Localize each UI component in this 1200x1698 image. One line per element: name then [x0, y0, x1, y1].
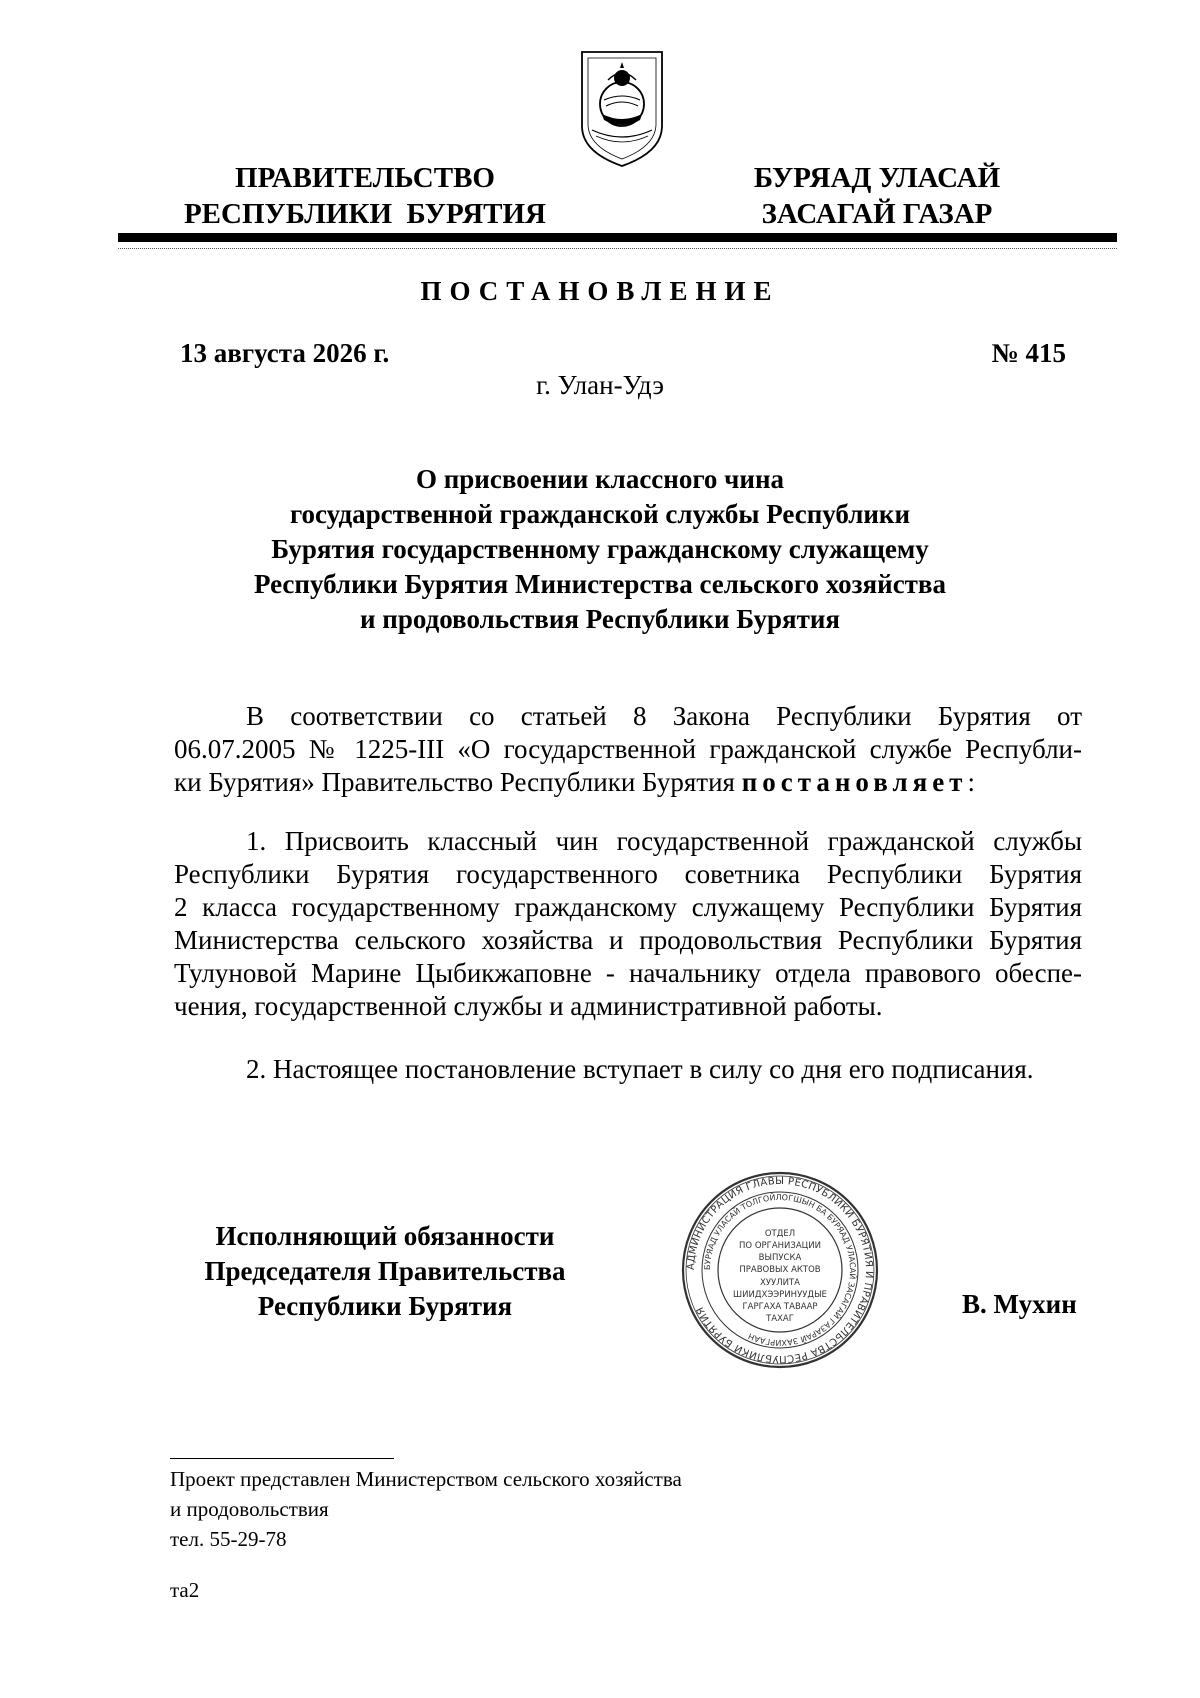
document-number: № 415 [991, 338, 1066, 368]
position-line: Исполняющий обязанности [215, 1221, 555, 1251]
title-line: Бурятия государственному гражданскому служащему [271, 534, 929, 564]
stamp-center-line: ПРАВОВЫХ АКТОВ [739, 1265, 821, 1275]
footer-line: Проект представлен Министерством сельского хозяйства [170, 1467, 682, 1491]
item-1-line: Министерства сельского хозяйства и продовольствия Республики Бурятия [174, 925, 1082, 955]
stamp-center-line: ПО ОРГАНИЗАЦИИ [739, 1241, 821, 1251]
title-line: Республики Бурятия Министерства сельского хозяйства [253, 569, 947, 599]
signatory-position [170, 1219, 600, 1324]
stamp-inner-text: БУРЯАД УЛАСАЙ ТОЛГОЙЛОГШЫН БА БУРЯАД УЛАСАЙ ЗАСАГАЙ ГАЗАРАЙ ЗАХИРГААН [702, 1192, 858, 1348]
stamp-outer-text: АДМИНИСТРАЦИЯ ГЛАВЫ РЕСПУБЛИКИ БУРЯТИЯ И ПРАВИТЕЛЬСТВА РЕСПУБЛИКИ БУРЯТИЯ [685, 1175, 875, 1365]
item-1-line: 2 класса государственному гражданскому служащему Республики Бурятия [174, 892, 1082, 922]
preamble-line: В соответствии со статьей 8 Закона Республики Бурятия от [246, 701, 1082, 731]
stamp-center-line: ВЫПУСКА [758, 1253, 802, 1263]
item-1-line: Республики Бурятия государственного советника Республики Бурятия [174, 859, 1082, 889]
item-1-paragraph [174, 825, 1082, 1023]
item-1-line: Тулуновой Марине Цыбикжаповне - начальнику отдела правового обеспе- [174, 958, 1082, 988]
stamp-center-line: ТАХАГ [766, 1314, 794, 1324]
government-name-buryat [722, 160, 1032, 232]
position-line: Республики Бурятия [257, 1291, 513, 1321]
document-city: г. Улан-Удэ [536, 370, 664, 400]
title-line: государственной гражданской службы Республики [289, 499, 911, 529]
item-2-paragraph [174, 1053, 1082, 1086]
title-line: и продовольствия Республики Бурятия [359, 604, 841, 634]
title-line: О присвоении классного чина [415, 464, 785, 494]
document-code: та2 [170, 1578, 200, 1602]
preamble-line: 06.07.2005 № 1225-III «О государственной гражданской службе Республи- [174, 734, 1082, 764]
preamble-colon: : [967, 767, 975, 797]
signatory-name: В. Мухин [962, 1289, 1077, 1319]
item-1-line: 1. Присвоить классный чин государственной гражданской службы [246, 826, 1082, 856]
coat-of-arms-icon [578, 48, 666, 170]
item-1-line: чения, государственной службы и административной работы. [174, 991, 883, 1021]
header-left-line2: РЕСПУБЛИКИ БУРЯТИЯ [183, 198, 547, 230]
document-title [200, 462, 1000, 637]
stamp-center-line: ШИИДХЭЭРИНУУДЫЕ [733, 1290, 827, 1300]
document-type: ПОСТАНОВЛЕНИЕ [420, 276, 780, 306]
footer-phone: тел. 55-29-78 [170, 1527, 287, 1551]
stamp-center-line: ХУУЛИТА [760, 1278, 800, 1288]
position-line: Председателя Правительства [204, 1256, 566, 1286]
header-rule-thick [118, 233, 1117, 242]
government-name-russian [170, 160, 560, 232]
footer-note [170, 1464, 682, 1554]
footer-rule [170, 1458, 394, 1459]
header-right-line2: ЗАСАГАЙ ГАЗАР [761, 198, 993, 230]
footer-line: и продовольствия [170, 1497, 329, 1521]
resolve-word: постановляет [741, 767, 968, 797]
stamp-center-line: ГАРГАХА ТАВААР [742, 1302, 818, 1312]
official-stamp [680, 1170, 880, 1370]
header-left-line1: ПРАВИТЕЛЬСТВО [235, 162, 495, 194]
preamble-paragraph [174, 700, 1082, 799]
header-right-line1: БУРЯАД УЛАСАЙ [753, 162, 1001, 194]
document-date: 13 августа 2026 г. [180, 338, 390, 368]
stamp-center-line: ОТДЕЛ [764, 1229, 796, 1239]
item-2-text: 2. Настоящее постановление вступает в силу со дня его подписания. [246, 1054, 1034, 1084]
header-rule-thin [118, 248, 1117, 249]
preamble-line: ки Бурятия» Правительство Республики Бурятия [174, 767, 742, 797]
